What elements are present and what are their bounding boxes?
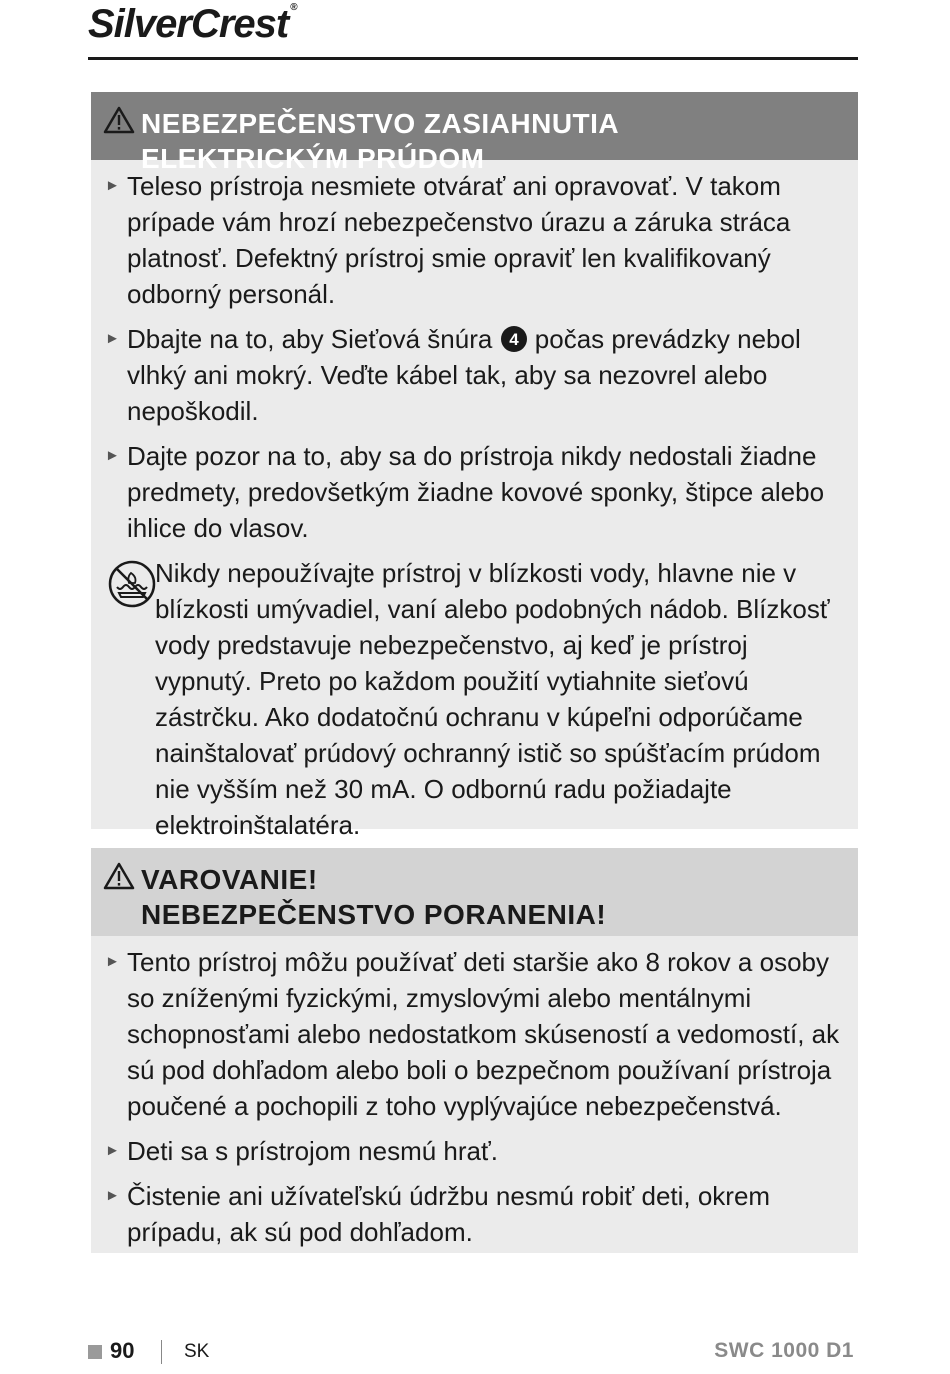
section-header xyxy=(91,848,858,936)
item-text: Čistenie ani užívateľskú údržbu nesmú robiť deti, okrem prípadu, ak sú pod dohľadom. xyxy=(127,1181,771,1247)
section-heading xyxy=(141,106,844,176)
language-code: SK xyxy=(184,1341,210,1362)
footer-divider xyxy=(161,1340,162,1364)
no-water-icon xyxy=(107,559,157,609)
section-heading xyxy=(141,862,844,932)
heading-line-1: NEBEZPEČENSTVO ZASIAHNUTIA xyxy=(141,108,620,139)
svg-text:4: 4 xyxy=(508,330,519,349)
danger-electric-shock-box xyxy=(91,92,858,840)
footer-square-marker xyxy=(88,1345,102,1359)
bullet-arrow-icon: ► xyxy=(105,177,120,194)
item-text-suffix: počas prevádzky nebol vlhký ani mokrý. Veďte kábel tak, aby sa nezovrel alebo nepoškodil. xyxy=(127,324,801,426)
list-item xyxy=(101,944,848,1124)
water-notice xyxy=(101,555,848,843)
heading-line-2: ELEKTRICKÝM PRÚDOM xyxy=(141,143,485,174)
list-item xyxy=(101,438,848,546)
item-text: Teleso prístroja nesmiete otvárať ani opravovať. V takom prípade vám hrozí nebezpečenstvo úrazu a záruka stráca platnosť. Defektný prístroj smie opraviť len kvalifikovaný odborný personál. xyxy=(127,171,791,309)
list-item xyxy=(101,1133,848,1169)
registered-mark: ® xyxy=(290,2,297,13)
page-number: 90 xyxy=(110,1338,135,1363)
bullet-arrow-icon: ► xyxy=(105,1187,120,1204)
item-text: Tento prístroj môžu používať deti staršie ako 8 rokov a osoby so zníženými fyzickými, zmyslovými alebo mentálnymi schopnosťami alebo nedostatkom skúseností a vedomostí, ak sú pod dohľadom alebo boli o bezpečnom používaní prístroja poučené a pochopili z toho vyplývajúce nebezpečenstvá. xyxy=(127,947,840,1121)
warning-injury-box xyxy=(91,848,858,1253)
item-list xyxy=(91,160,858,843)
header-rule xyxy=(88,57,858,60)
part-number-badge xyxy=(500,325,528,353)
item-text-prefix: Dbajte na to, aby Sieťová šnúra xyxy=(127,324,493,354)
warning-triangle-icon xyxy=(103,862,135,890)
list-item xyxy=(101,1178,848,1250)
heading-line-1: VAROVANIE! xyxy=(141,864,318,895)
warning-triangle-icon xyxy=(103,106,135,134)
item-list xyxy=(91,936,858,1250)
model-number: SWC 1000 D1 xyxy=(714,1339,854,1362)
list-item xyxy=(101,321,848,429)
list-item xyxy=(101,168,848,312)
notice-text: Nikdy nepoužívajte prístroj v blízkosti vody, hlavne nie v blízkosti umývadiel, vaní alebo podobných nádob. Blízkosť vody predstavuje nebezpečenstvo, aj keď je prístroj vypnutý. Preto po každom použití vytiahnite sieťovú zástrčku. Ako dodatočnú ochranu v kúpeľni odporúčame nainštalovať prúdový ochranný istič so spúšťacím prúdom nie vyšším než 30 mA. O odbornú radu požiadajte elektroinštalatéra. xyxy=(155,558,830,840)
heading-line-2: NEBEZPEČENSTVO PORANENIA! xyxy=(141,899,607,930)
item-text: Dajte pozor na to, aby sa do prístroja nikdy nedostali žiadne predmety, predovšetkým žiadne kovové sponky, štipce alebo ihlice do vlasov. xyxy=(127,441,825,543)
bullet-arrow-icon: ► xyxy=(105,1142,120,1159)
bullet-arrow-icon: ► xyxy=(105,447,120,464)
bullet-arrow-icon: ► xyxy=(105,953,120,970)
brand-logo: SilverCrest ® xyxy=(88,2,297,46)
item-text: Deti sa s prístrojom nesmú hrať. xyxy=(127,1136,498,1166)
section-header xyxy=(91,92,858,174)
bullet-arrow-icon: ► xyxy=(105,330,120,347)
